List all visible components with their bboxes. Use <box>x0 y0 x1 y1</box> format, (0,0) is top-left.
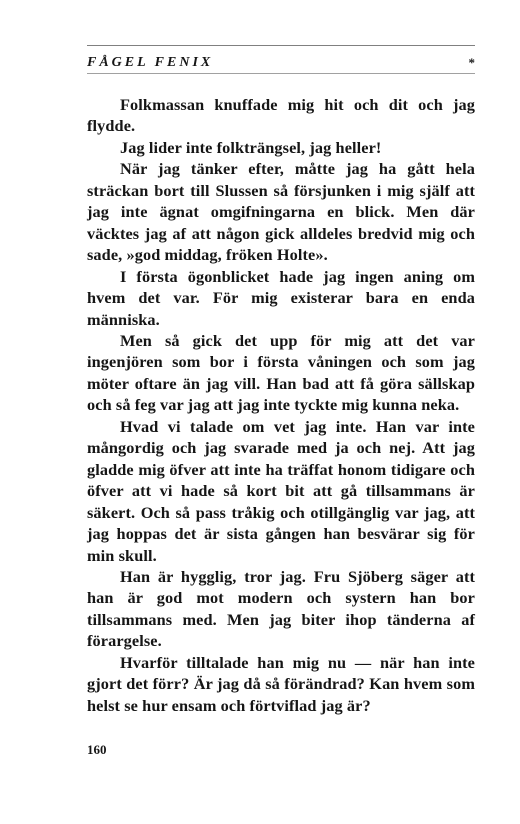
paragraph: Jag lider inte folkträngsel, jag heller! <box>120 137 382 157</box>
paragraph: Hvad vi talade om vet jag inte. Han var inte mångordig och jag svarade med ja och nej. Att jag gladde mig öfver att inte ha träffat honom tidigare och öfver att vi hade så kort bit att gå tillsammans är säkert. Och så pass tråkig och otillgänglig var jag, att jag hoppas det är sista gången han besvärar sig för min skull. <box>87 416 475 565</box>
running-head <box>87 54 475 72</box>
running-title: FÅGEL FENIX <box>87 55 214 70</box>
page-number: 160 <box>87 742 107 757</box>
top-rule <box>87 45 475 46</box>
paragraph: Hvarför tilltalade han mig nu — när han inte gjort det förr? Är jag då så förändrad? Kan hvem som helst se hur ensam och förtviflad jag är? <box>87 652 475 715</box>
paragraph: Han är hygglig, tror jag. Fru Sjöberg säger att han är god mot modern och systern han bor tillsammans med. Men jag biter ihop tänderna af förargelse. <box>87 566 475 651</box>
paragraph: Men så gick det upp för mig att det var ingenjören som bor i första våningen och som jag möter oftare än jag vill. Han bad att få göra sällskap och så feg var jag att jag inte tyckte mig kunna neka. <box>87 330 475 415</box>
paragraph: I första ögonblicket hade jag ingen aning om hvem det var. För mig existerar bara en enda människa. <box>87 266 475 329</box>
paragraph: Folkmassan knuffade mig hit och dit och jag flydde. <box>87 95 475 136</box>
body-text <box>87 94 475 716</box>
paragraph: När jag tänker efter, måtte jag ha gått hela sträckan bort till Slussen så försjunken i mig själf att jag inte ägnat omgifningarna en blick. Men där väcktes jag af att någon gick alldeles bredvid mig och sade, »god middag, fröken Holte». <box>87 159 475 265</box>
header-rule <box>87 73 475 74</box>
asterisk-mark: * <box>468 55 475 70</box>
